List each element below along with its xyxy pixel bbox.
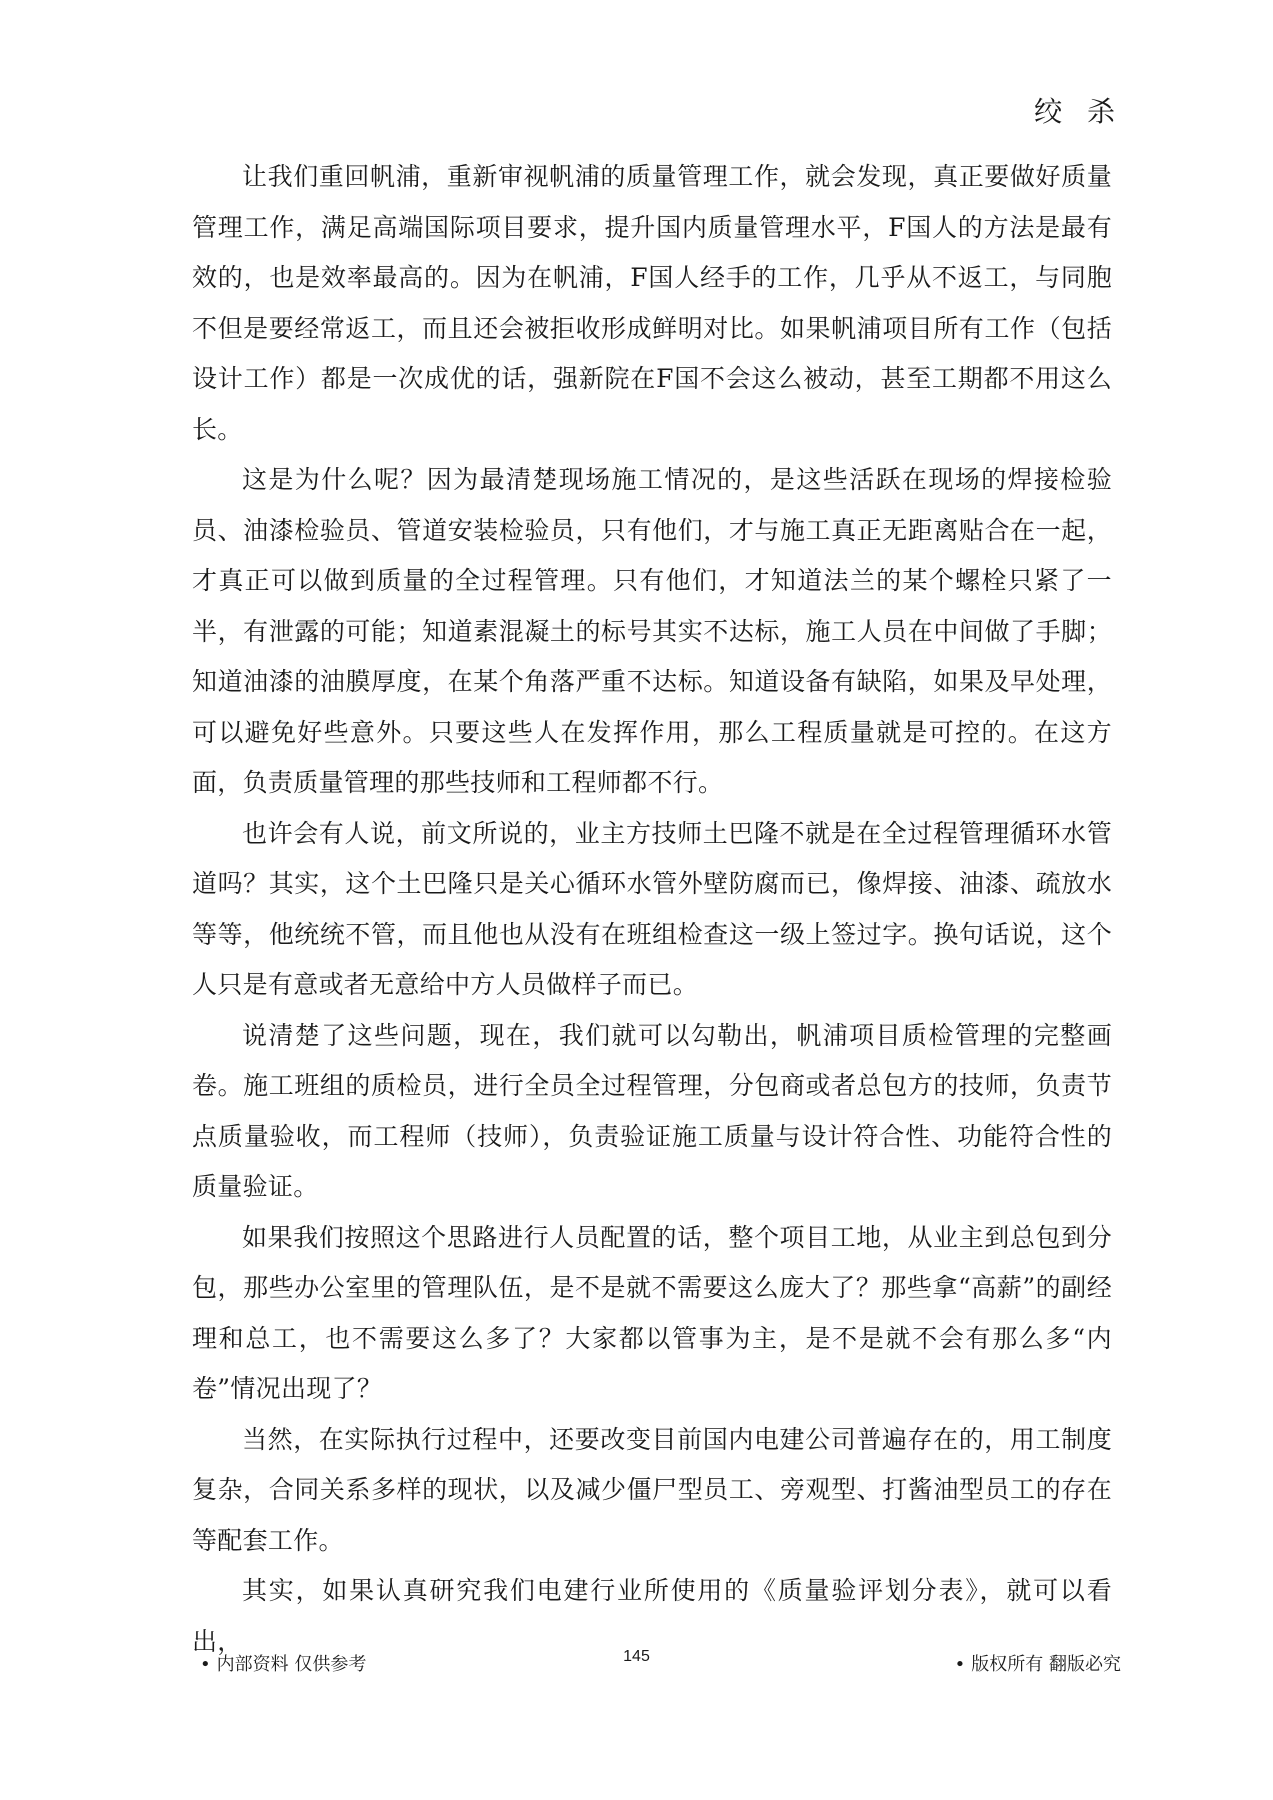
paragraph: 这是为什么呢？因为最清楚现场施工情况的，是这些活跃在现场的焊接检验员、油漆检验员、管道安装检验员，只有他们，才与施工真正无距离贴合在一起，才真正可以做到质量的全过程管理。只有他们，才知道法兰的某个螺栓只紧了一半，有泄露的可能；知道素混凝土的标号其实不达标，施工人员在中间做了手脚；知道油漆的油膜厚度，在某个角落严重不达标。知道设备有缺陷，如果及早处理，可以避免好些意外。只要这些人在发挥作用，那么工程质量就是可控的。在这方面，负责质量管理的那些技师和工程师都不行。 — [192, 465, 1112, 797]
running-header: 绞 杀 — [1034, 95, 1123, 128]
page-number: 145 — [623, 1648, 650, 1665]
footer-right-text: 版权所有 翻版必究 — [971, 1654, 1121, 1675]
bullet-icon: • — [954, 1654, 966, 1675]
paragraph: 也许会有人说，前文所说的，业主方技师土巴隆不就是在全过程管理循环水管道吗？其实，这个土巴隆只是关心循环水管外壁防腐而已，像焊接、油漆、疏放水等等，他统统不管，而且他也从没有在班组检查这一级上签过字。换句话说，这个人只是有意或者无意给中方人员做样子而已。 — [192, 818, 1112, 999]
paragraph: 其实，如果认真研究我们电建行业所使用的《质量验评划分表》，就可以看出， — [192, 1576, 1112, 1656]
paragraph: 说清楚了这些问题，现在，我们就可以勾勒出，帆浦项目质检管理的完整画卷。施工班组的质检员，进行全员全过程管理，分包商或者总包方的技师，负责节点质量验收，而工程师（技师），负责验证施工质量与设计符合性、功能符合性的质量验证。 — [192, 1020, 1112, 1201]
footer-right-note — [955, 1650, 1121, 1676]
paragraph: 让我们重回帆浦，重新审视帆浦的质量管理工作，就会发现，真正要做好质量管理工作，满足高端国际项目要求，提升国内质量管理水平，F国人的方法是最有效的，也是效率最高的。因为在帆浦，F国人经手的工作，几乎从不返工，与同胞不但是要经常返工，而且还会被拒收形成鲜明对比。如果帆浦项目所有工作（包括设计工作）都是一次成优的话，强新院在F国不会这么被动，甚至工期都不用这么长。 — [192, 162, 1112, 444]
bullet-icon: • — [200, 1654, 211, 1675]
footer-left-text: 内部资料 仅供参考 — [216, 1654, 367, 1675]
body-text — [192, 152, 1112, 1667]
paragraph: 如果我们按照这个思路进行人员配置的话，整个项目工地，从业主到总包到分包，那些办公室里的管理队伍，是不是就不需要这么庞大了？那些拿“高薪”的副经理和总工，也不需要这么多了？大家都以管事为主，是不是就不会有那么多“内卷”情况出现了？ — [192, 1222, 1112, 1403]
paragraph: 当然，在实际执行过程中，还要改变目前国内电建公司普遍存在的，用工制度复杂，合同关系多样的现状，以及减少僵尸型员工、旁观型、打酱油型员工的存在等配套工作。 — [192, 1424, 1112, 1555]
